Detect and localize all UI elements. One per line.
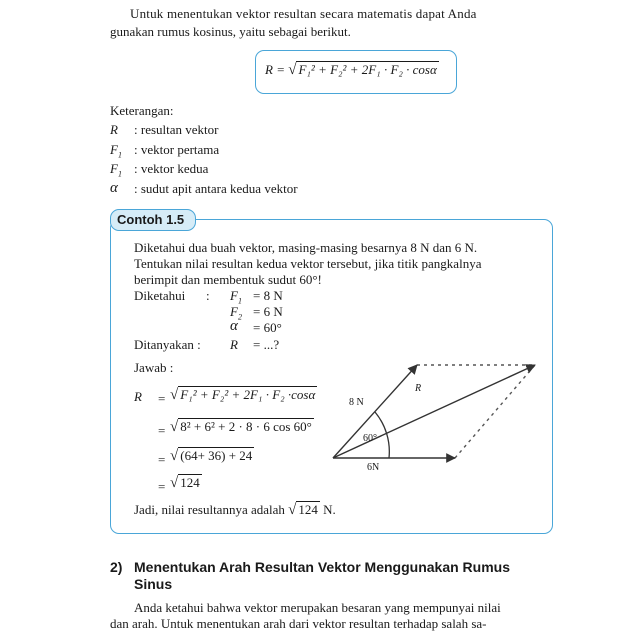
legend-text-f2: : vektor kedua bbox=[134, 161, 209, 176]
label-f2: 6N bbox=[367, 462, 380, 473]
radical-sign: √ bbox=[288, 62, 297, 78]
step-2-expr bbox=[170, 419, 314, 436]
asked-label: Ditanyakan : bbox=[134, 337, 201, 352]
paragraph-line-1: Anda ketahui bahwa vektor merupakan besaran yang mempunyai nilai bbox=[134, 600, 501, 615]
step-2-eq: = bbox=[158, 423, 166, 438]
step-3-eq: = bbox=[158, 452, 166, 467]
known-f1-value: = 8 N bbox=[253, 288, 283, 303]
step-3-expr bbox=[170, 448, 254, 465]
known-label: Diketahui bbox=[134, 288, 186, 303]
example-tab-label: Contoh 1.5 bbox=[117, 212, 185, 227]
conclusion-pre: Jadi, nilai resultannya adalah bbox=[134, 502, 285, 517]
label-angle: 60° bbox=[363, 433, 377, 444]
legend-text-r: : resultan vektor bbox=[134, 122, 219, 137]
problem-line-2: Tentukan nilai resultan kedua vektor tersebut, jika titik pangkalnya bbox=[134, 256, 482, 271]
main-formula-lhs: R bbox=[265, 62, 273, 77]
parallel-right bbox=[455, 365, 535, 458]
problem-line-3: berimpit dan membentuk sudut 60°! bbox=[134, 272, 322, 287]
asked-symbol: R bbox=[230, 337, 238, 352]
step-4-radicand: 124 bbox=[180, 475, 200, 490]
step-3-radicand: (64+ 36) + 24 bbox=[180, 448, 253, 463]
legend-text-alpha: : sudut apit antara kedua vektor bbox=[134, 181, 298, 196]
known-f2-symbol: $F_2$ bbox=[230, 304, 242, 322]
label-f1: 8 N bbox=[349, 397, 364, 408]
known-f2-value: = 6 N bbox=[253, 304, 283, 319]
legend-heading: Keterangan: bbox=[110, 103, 174, 118]
step-4-eq: = bbox=[158, 479, 166, 494]
vector-diagram bbox=[325, 355, 545, 475]
step-1-lhs: R bbox=[134, 389, 142, 404]
step-1-radicand: F₁² + F₂² + 2F₁ · F₂ ·cosα bbox=[180, 387, 316, 402]
vector-resultant bbox=[333, 365, 535, 458]
intro-line-1: Untuk menentukan vektor resultan secara matematis dapat Anda bbox=[130, 6, 477, 21]
legend-symbol-r: R bbox=[110, 122, 118, 137]
legend-symbol-f2: $F_1$ bbox=[110, 161, 122, 179]
asked-value: = ...? bbox=[253, 337, 280, 352]
answer-label: Jawab : bbox=[134, 360, 174, 375]
known-f1-symbol: $F_1$ bbox=[230, 288, 242, 306]
step-4-expr bbox=[170, 475, 202, 492]
radical-sign: √ bbox=[170, 419, 179, 435]
radical-sign: √ bbox=[170, 475, 179, 491]
section-title-line-2: Sinus bbox=[134, 576, 173, 592]
radical-sign: √ bbox=[288, 502, 297, 518]
conclusion bbox=[134, 502, 336, 519]
conclusion-post: N. bbox=[323, 502, 336, 517]
known-alpha-symbol: α bbox=[230, 318, 238, 334]
paragraph-line-2: dan arah. Untuk menentukan arah dari vektor resultan terhadap salah sa- bbox=[110, 616, 487, 631]
vector-f1 bbox=[333, 365, 417, 458]
radical-sign: √ bbox=[170, 387, 179, 403]
legend-symbol-f1: $F_1$ bbox=[110, 142, 122, 160]
legend-text-f1: : vektor pertama bbox=[134, 142, 220, 157]
label-r: R bbox=[415, 383, 422, 394]
step-2-radicand: 8² + 6² + 2 · 8 · 6 cos 60° bbox=[180, 419, 312, 434]
conclusion-radicand: 124 bbox=[298, 502, 318, 517]
problem-line-1: Diketahui dua buah vektor, masing-masing besarnya 8 N dan 6 N. bbox=[134, 240, 478, 255]
legend-symbol-alpha: α bbox=[110, 180, 118, 196]
section-title-line-1: Menentukan Arah Resultan Vektor Menggunakan Rumus bbox=[134, 559, 510, 575]
known-colon: : bbox=[206, 288, 210, 303]
main-formula-radicand: F₁² + F₂² + 2F₁ · F₂ · cosα bbox=[298, 62, 437, 77]
main-formula: R = √ F₁² + F₂² + 2F₁ · F₂ · cosα bbox=[265, 62, 437, 78]
section-number: 2) bbox=[110, 559, 123, 575]
known-alpha-value: = 60° bbox=[253, 320, 282, 335]
intro-line-2: gunakan rumus kosinus, yaitu sebagai berikut. bbox=[110, 24, 351, 39]
radical-sign: √ bbox=[170, 448, 179, 464]
step-1-eq: = bbox=[158, 391, 166, 406]
step-1-expr bbox=[170, 387, 317, 404]
